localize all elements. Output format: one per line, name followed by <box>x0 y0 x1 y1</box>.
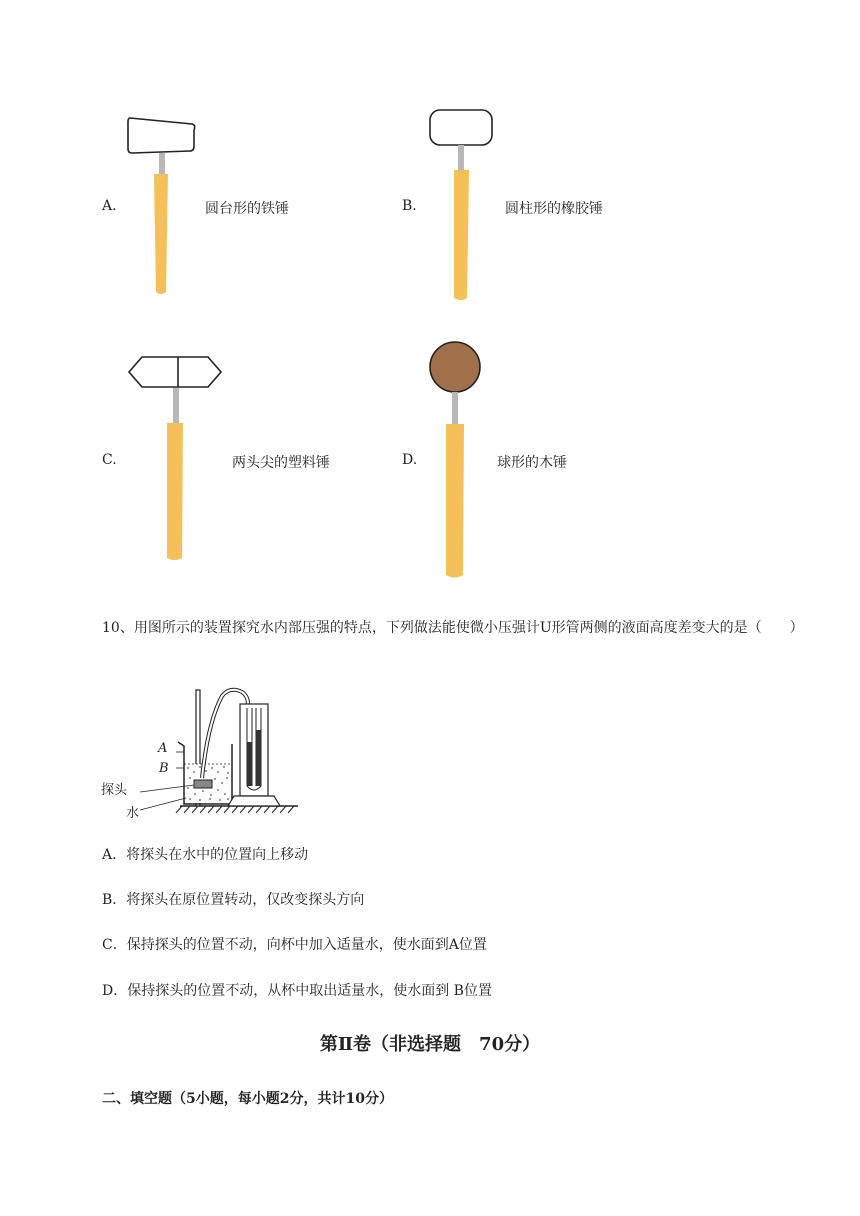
hammer-a-head <box>128 118 195 153</box>
figure-label-water: 水 <box>126 806 140 821</box>
option-b-text: 圆柱形的橡胶锤 <box>505 201 603 217</box>
hammer-b-handle <box>454 170 469 300</box>
section-title: 第Ⅱ卷（非选择题 70分） <box>319 1034 541 1055</box>
pressure-gauge-figure <box>100 682 300 818</box>
hammer-d-head <box>430 342 480 392</box>
hammer-b-shaft <box>458 145 464 171</box>
section-heading: 二、填空题（5小题，每小题2分，共计10分） <box>102 1091 393 1107</box>
ground-hatch <box>176 806 294 813</box>
figure-label-b: B <box>159 761 169 776</box>
hammer-d-shaft <box>452 392 458 425</box>
hammer-a-figure <box>120 110 210 300</box>
hammer-d-handle <box>446 424 464 578</box>
hammer-a-handle <box>154 174 168 294</box>
gauge-board <box>240 704 268 796</box>
option-a-letter: A. <box>102 198 117 214</box>
answer-c: C．保持探头的位置不动，向杯中加入适量水，使水面到A位置 <box>102 937 487 953</box>
hammer-c-handle <box>167 423 183 560</box>
option-b-letter: B. <box>402 198 417 214</box>
u-tube-liquid-left <box>247 742 252 786</box>
gauge-base <box>228 796 280 806</box>
question-10-stem: 10、用图所示的装置探究水内部压强的特点，下列做法能使微小压强计U形管两侧的液面高度差变大的是（ ） <box>102 620 804 636</box>
hammer-d-figure <box>425 340 495 585</box>
answer-b: B．将探头在原位置转动，仅改变探头方向 <box>102 892 365 908</box>
hammer-c-shaft <box>173 388 179 424</box>
hammer-b-figure <box>425 108 515 308</box>
hammer-b-head <box>430 110 492 145</box>
u-tube-liquid-right <box>256 730 261 786</box>
probe <box>194 780 212 788</box>
figure-label-probe: 探头 <box>101 783 128 798</box>
answer-d: D．保持探头的位置不动，从杯中取出适量水，使水面到 B位置 <box>102 983 492 999</box>
option-d-text: 球形的木锤 <box>497 455 567 471</box>
option-a-text: 圆台形的铁锤 <box>205 201 289 217</box>
answer-a: A．将探头在水中的位置向上移动 <box>102 847 309 863</box>
hammer-c-figure <box>125 352 225 567</box>
option-c-text: 两头尖的塑料锤 <box>232 455 330 471</box>
hammer-a-shaft <box>159 153 165 175</box>
figure-label-a: A <box>158 741 168 756</box>
hammer-c-head <box>129 357 221 387</box>
option-c-letter: C. <box>102 452 117 468</box>
option-d-letter: D. <box>402 452 418 468</box>
